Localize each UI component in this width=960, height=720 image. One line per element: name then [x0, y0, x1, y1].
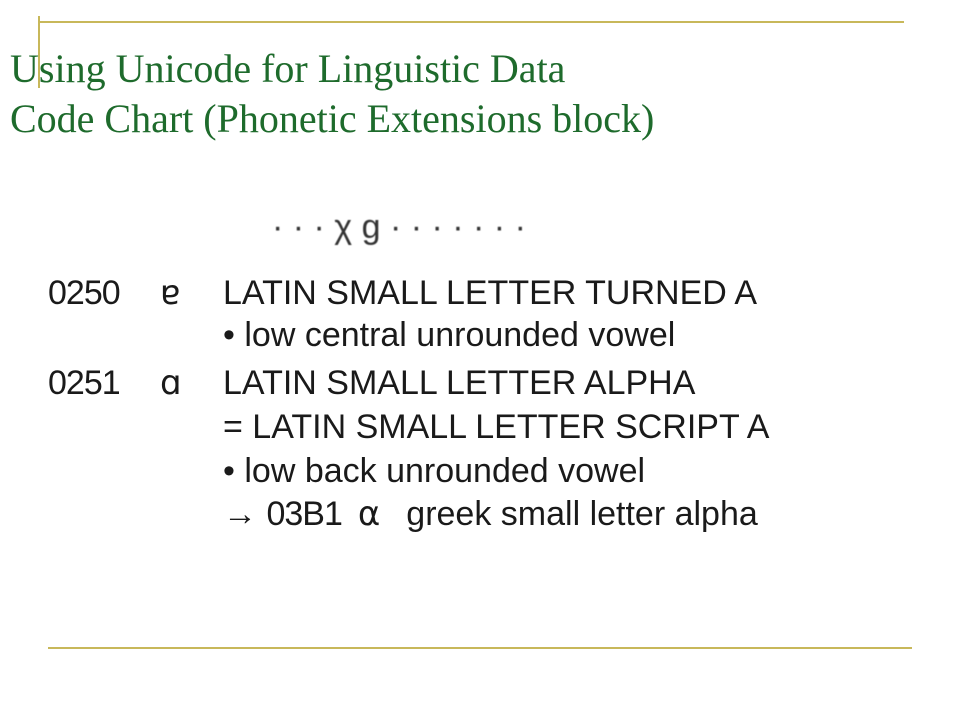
alias: = LATIN SMALL LETTER SCRIPT A — [223, 408, 770, 446]
glyph: ɑ — [160, 363, 182, 403]
xref-glyph: α — [357, 494, 381, 534]
arrow-icon: → — [223, 495, 257, 533]
character-name: LATIN SMALL LETTER ALPHA — [223, 364, 696, 402]
code-point: 0251 — [48, 364, 120, 402]
character-name: LATIN SMALL LETTER TURNED A — [223, 274, 758, 312]
xref-code-point: 03B1 — [266, 495, 342, 533]
top-horizontal-rule — [38, 21, 904, 23]
annotation: • low back unrounded vowel — [223, 452, 646, 490]
code-point: 0250 — [48, 274, 120, 312]
cut-off-previous-entry: · · · χ g · · · · · · · — [272, 208, 526, 246]
bottom-horizontal-rule — [48, 647, 912, 649]
cross-reference — [223, 492, 758, 536]
slide-title — [10, 44, 654, 144]
title-line-2: Code Chart (Phonetic Extensions block) — [10, 96, 655, 141]
glyph: ɐ — [160, 273, 181, 313]
xref-name: greek small letter alpha — [406, 495, 758, 533]
title-line-1: Using Unicode for Linguistic Data — [10, 46, 566, 91]
code-chart-excerpt — [40, 208, 900, 558]
annotation: • low central unrounded vowel — [223, 316, 676, 354]
